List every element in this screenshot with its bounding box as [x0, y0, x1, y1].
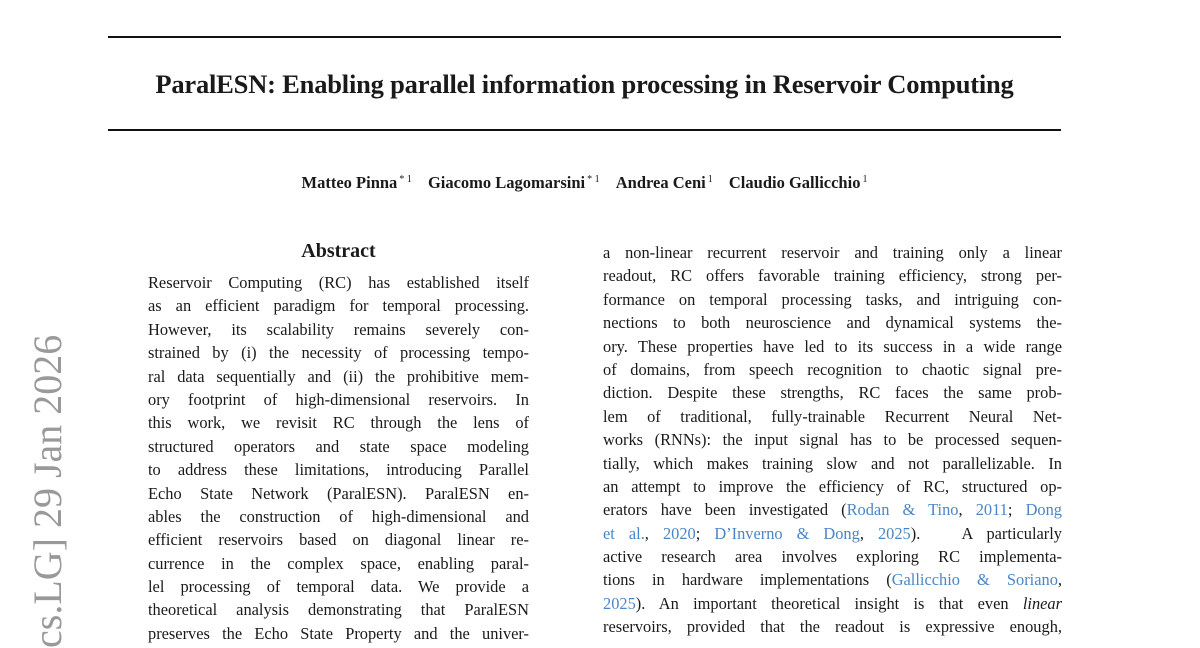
intro-line: diction. Despite these strengths, RC faces the same prob- [603, 383, 1062, 403]
intro-line: active research area involves exploring RC implementa- [603, 547, 1062, 567]
author [729, 173, 868, 192]
title-top-rule [108, 36, 1061, 38]
abstract-line: lel processing of temporal data. We provide a [148, 577, 529, 597]
text-run: ). A particularly [910, 523, 1063, 543]
intro-line: readout, RC offers favorable training efficiency, strong per- [603, 266, 1062, 286]
paper-title: ParalESN: Enabling parallel information processing in Reservoir Computing [155, 69, 1014, 99]
intro-line [603, 522, 1062, 545]
text-run: , [958, 500, 976, 520]
abstract-line: However, its scalability remains severely con- [148, 319, 529, 339]
text-run: , [1057, 570, 1062, 590]
introduction-body [603, 241, 1062, 639]
intro-line: formance on temporal processing tasks, and intriguing con- [603, 289, 1062, 309]
intro-line: reservoirs, provided that the readout is expressive enough, [603, 617, 1062, 637]
emphasis-text: linear [1022, 593, 1062, 613]
abstract-line: Reservoir Computing (RC) has established itself [148, 273, 529, 292]
citation-year-link[interactable]: 2025 [603, 593, 636, 613]
abstract-line: as an efficient paradigm for temporal processing. [148, 296, 529, 316]
abstract-line: ables the construction of high-dimensional and [148, 506, 529, 526]
title-bottom-rule [108, 129, 1061, 131]
text-run: , [859, 523, 878, 543]
abstract-line: this work, we revisit RC through the lens of [148, 413, 529, 433]
intro-line [603, 498, 1062, 521]
author-affiliation: 1 [707, 174, 713, 185]
abstract-line: efficient reservoirs based on diagonal linear re- [148, 530, 529, 550]
author-affiliation: * 1 [399, 174, 412, 185]
intro-line: tially, which makes training slow and not parallelizable. In [603, 453, 1062, 473]
intro-line: lem of traditional, fully-trainable Recurrent Neural Net- [603, 406, 1062, 426]
abstract-body [148, 271, 529, 645]
author [302, 173, 412, 192]
text-run: , [644, 523, 663, 543]
text-run: erators have been investigated ( [603, 500, 847, 520]
intro-line: works (RNNs): the input signal has to be processed sequen- [603, 430, 1062, 450]
abstract-line: Echo State Network (ParalESN). ParalESN en- [148, 483, 529, 503]
citation-year-link[interactable]: 2020 [662, 523, 696, 543]
abstract-line: ral data sequentially and (ii) the prohibitive mem- [148, 366, 529, 386]
text-run: ). An important theoretical insight is that even [635, 593, 1023, 613]
abstract-heading: Abstract [301, 240, 376, 262]
text-run: ; [1007, 500, 1026, 520]
intro-line [603, 568, 1062, 591]
citation-link[interactable]: Gallicchio & Soriano [891, 570, 1058, 590]
abstract-line: preserves the Echo State Property and the univer- [148, 623, 529, 643]
text-run: tions in hardware implementations ( [603, 570, 892, 590]
citation-link[interactable]: D’Inverno & Dong [714, 523, 860, 543]
citation-link[interactable]: Rodan & Tino [846, 500, 959, 520]
author-name: Andrea Ceni [615, 173, 706, 192]
abstract-line: theoretical analysis demonstrating that ParalESN [148, 600, 529, 620]
citation-year-link[interactable]: 2011 [975, 500, 1008, 520]
abstract-line: to address these limitations, introducing Parallel [148, 460, 529, 480]
abstract-line: currence in the complex space, enabling paral- [148, 553, 529, 573]
author-list [108, 173, 1061, 193]
author-affiliation: * 1 [587, 174, 600, 185]
citation-year-link[interactable]: 2025 [877, 523, 911, 543]
citation-link[interactable]: et al. [603, 523, 645, 543]
citation-link[interactable]: Dong [1025, 500, 1062, 520]
intro-line: nections to both neuroscience and dynamical systems the- [603, 313, 1062, 333]
author-name: Matteo Pinna [301, 173, 398, 192]
author-affiliation: 1 [862, 174, 868, 185]
abstract-line: ory footprint of high-dimensional reservoirs. In [148, 389, 529, 409]
intro-line: of domains, from speech recognition to chaotic signal pre- [603, 359, 1062, 379]
author-name: Claudio Gallicchio [728, 173, 861, 192]
abstract-line: strained by (i) the necessity of processing tempo- [148, 343, 529, 363]
abstract-line: structured operators and state space modeling [148, 436, 529, 456]
author [428, 173, 600, 192]
author-name: Giacomo Lagomarsini [427, 173, 586, 192]
intro-line: an attempt to improve the efficiency of RC, structured op- [603, 476, 1062, 496]
intro-line [603, 592, 1062, 615]
text-run: ; [695, 523, 715, 543]
author [616, 173, 713, 192]
intro-line: a non-linear recurrent reservoir and training only a linear [603, 243, 1062, 262]
arxiv-side-stamp: cs.LG] 29 Jan 2026 [25, 334, 70, 648]
intro-line: ory. These properties have led to its success in a wide range [603, 336, 1062, 356]
